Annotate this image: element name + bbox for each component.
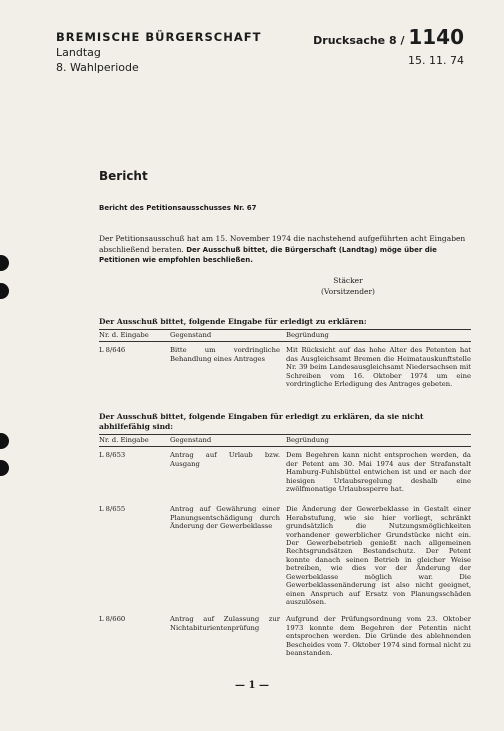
signer-role: (Vorsitzender) [321, 286, 375, 296]
page-subtitle: Bericht des Petitionsausschusses Nr. 67 [99, 204, 257, 212]
column-header: Begründung [286, 436, 329, 444]
petition-reason: Mit Rücksicht auf das hohe Alter des Petenten hat das Ausgleichsamt Bremen die Heimatauskunftstelle Nr. 39 beim Landesausgleichsamt Niedersachsen mit Schreiben vom 16. Oktober 1974 um eine vordringliche Erledigung des Antrages gebeten. [286, 346, 471, 389]
signature-block [318, 276, 378, 297]
drucksache-number: 1140 [408, 25, 464, 49]
petition-subject: Antrag auf Urlaub bzw. Ausgang [170, 451, 280, 468]
intro-bold: Der Ausschuß bittet, die Bürgerschaft (Landtag) möge über die Petitionen wie empfohlen beschließen. [99, 245, 437, 264]
chamber: Landtag [56, 46, 101, 59]
petition-subject: Bitte um vordringliche Behandlung eines Antrages [170, 346, 280, 363]
punch-hole-2 [0, 283, 9, 299]
intro-paragraph [99, 234, 471, 266]
header-right [313, 26, 464, 67]
intro-plain: Der Petitionsausschuß hat am 15. November 1974 die nachstehend aufgeführten acht Eingaben abschließend beraten. [99, 234, 466, 254]
drucksache-label: Drucksache 8 / [313, 34, 405, 47]
petition-reason: Aufgrund der Prüfungsordnung vom 23. Oktober 1973 konnte dem Begehren der Petentin nicht entsprochen werden. Die Gründe des ablehnenden Bescheides vom 7. Oktober 1974 sind formal nicht zu beanstanden. [286, 615, 471, 657]
section1-heading: Der Ausschuß bittet, folgende Eingabe für erledigt zu erklären: [99, 317, 367, 326]
drucksache [313, 26, 464, 52]
table-row [99, 451, 471, 493]
section2-table [99, 434, 471, 657]
petition-number: L 8/655 [99, 505, 126, 514]
punch-hole-3 [0, 433, 9, 449]
column-header: Nr. d. Eingabe [99, 331, 149, 339]
column-header: Nr. d. Eingabe [99, 436, 149, 444]
table-row [99, 505, 471, 606]
petition-number: L 8/660 [99, 615, 126, 624]
page-number: — 1 — [235, 680, 269, 691]
petition-number: L 8/646 [99, 346, 126, 355]
punch-hole-4 [0, 460, 9, 476]
signer-name: Stäcker [333, 276, 363, 285]
section2-heading: Der Ausschuß bittet, folgende Eingaben für erledigt zu erklären, da sie nicht abhilfefähig sind: [99, 412, 424, 431]
table-row [99, 615, 471, 657]
column-header: Gegenstand [170, 436, 212, 444]
petition-reason: Dem Begehren kann nicht entsprochen werden, da der Petent am 30. Mai 1974 aus der Strafanstalt Hamburg-Fuhlsbüttel entwichen ist und er nach der hiesigen Urlaubsregelung deshalb eine zwölfmonatige Urlaubssperre hat. [286, 451, 471, 494]
column-header: Begründung [286, 331, 329, 339]
petition-reason: Die Änderung der Gewerbeklasse in Gestalt einer Herabstufung, wie sie hier vorliegt, schränkt grundsätzlich die Nutzungsmöglichkeiten vorhandener gewerblicher Grundstücke nicht ein. Der Gewerbebetrieb genießt nach allgemeinen Rechtsgrundsätzen Bestandschutz. Der Petent konnte danach seinen Betrieb in gleicher Weise betreiben, wie dies vor der Änderung der Gewerbeklasse möglich war. Die Gewerbeklassenänderung ist also nicht geeignet, einen Anspruch auf Ersatz von Planungsschäden auszulösen. [286, 505, 471, 606]
table-header [99, 329, 471, 342]
petition-subject: Antrag auf Zulassung zur Nichtabiturientenprüfung [170, 615, 280, 632]
section1-table [99, 329, 471, 388]
table-row [99, 346, 471, 388]
org-name: BREMISCHE BÜRGERSCHAFT [56, 30, 262, 44]
petition-subject: Antrag auf Gewährung einer Planungsentschädigung durch Änderung der Gewerbeklasse [170, 505, 280, 531]
petition-number: L 8/653 [99, 451, 126, 460]
table-header [99, 434, 471, 447]
header-left [56, 30, 261, 75]
period: 8. Wahlperiode [56, 61, 139, 74]
punch-hole-1 [0, 255, 9, 271]
page-title: Bericht [99, 169, 148, 183]
column-header: Gegenstand [170, 331, 212, 339]
document-date: 15. 11. 74 [408, 54, 464, 67]
